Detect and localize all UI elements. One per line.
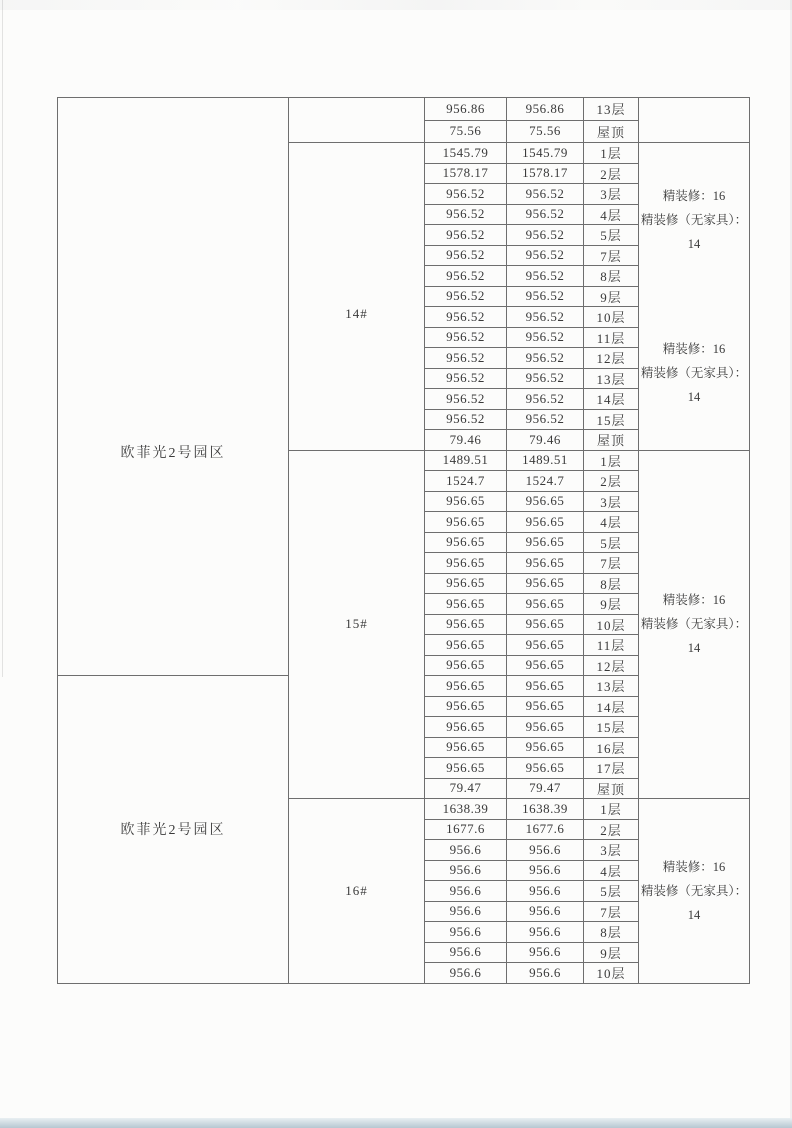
area-value-cell: 956.65 (507, 717, 584, 738)
area-value-cell: 956.6 (507, 840, 584, 861)
area-value-cell: 956.65 (425, 614, 507, 635)
area-value-cell: 956.6 (425, 963, 507, 984)
floor-label-cell: 2层 (584, 163, 639, 184)
area-value-cell: 956.65 (425, 737, 507, 758)
floor-label-cell: 8层 (584, 266, 639, 287)
area-value-cell: 956.52 (425, 409, 507, 430)
area-value-cell: 956.52 (425, 389, 507, 410)
building-number-label: 16# (345, 882, 368, 898)
remark-content (639, 98, 749, 142)
area-value-cell: 956.52 (425, 368, 507, 389)
floor-label-cell: 8层 (584, 573, 639, 594)
area-value-cell: 956.52 (425, 327, 507, 348)
building-number-cell (289, 450, 425, 799)
area-value-cell: 79.47 (507, 778, 584, 799)
area-value-cell: 956.52 (507, 225, 584, 246)
floor-label-cell: 7层 (584, 901, 639, 922)
floor-label-cell: 5层 (584, 881, 639, 902)
floor-label-cell: 1层 (584, 799, 639, 820)
area-value-cell: 956.52 (507, 307, 584, 328)
area-value-cell: 956.65 (507, 635, 584, 656)
area-value-cell: 956.6 (425, 840, 507, 861)
area-value-cell: 956.65 (507, 573, 584, 594)
remark-line: 精装修（无家具）： (640, 883, 748, 898)
area-value-cell: 956.65 (507, 553, 584, 574)
floor-label-cell: 11层 (584, 327, 639, 348)
area-value-cell: 956.52 (507, 368, 584, 389)
area-value-cell: 1489.51 (507, 450, 584, 471)
floor-label-cell: 17层 (584, 758, 639, 779)
building-area-table-body (58, 98, 750, 984)
area-value-cell: 956.52 (425, 286, 507, 307)
remark-line: 精装修（无家具）： (640, 365, 748, 380)
area-value-cell: 956.65 (425, 758, 507, 779)
scan-top-noise (0, 0, 792, 10)
floor-label-cell: 12层 (584, 655, 639, 676)
floor-label-cell: 15层 (584, 409, 639, 430)
area-value-cell: 956.86 (507, 98, 584, 121)
area-value-cell: 79.47 (425, 778, 507, 799)
area-value-cell: 956.6 (507, 901, 584, 922)
area-value-cell: 956.52 (507, 409, 584, 430)
area-value-cell: 956.65 (425, 655, 507, 676)
floor-label-cell: 9层 (584, 942, 639, 963)
area-value-cell: 956.52 (507, 266, 584, 287)
floor-label-cell: 5层 (584, 225, 639, 246)
remark-cell (639, 143, 750, 451)
building-number-cell (289, 799, 425, 984)
area-value-cell: 956.6 (507, 963, 584, 984)
area-value-cell: 956.65 (507, 737, 584, 758)
floor-label-cell: 7层 (584, 553, 639, 574)
area-value-cell: 956.52 (507, 204, 584, 225)
floor-label-cell: 8层 (584, 922, 639, 943)
floor-label-cell: 3层 (584, 491, 639, 512)
area-value-cell: 956.52 (507, 184, 584, 205)
area-value-cell: 1638.39 (507, 799, 584, 820)
area-value-cell: 956.52 (507, 245, 584, 266)
remark-block (641, 337, 747, 409)
area-value-cell: 956.65 (507, 676, 584, 697)
park-name-label: 欧菲光2号园区 (120, 445, 226, 461)
area-value-cell: 956.65 (507, 655, 584, 676)
floor-label-cell: 9层 (584, 594, 639, 615)
area-value-cell: 956.6 (425, 881, 507, 902)
area-value-cell: 956.86 (425, 98, 507, 121)
floor-label-cell: 5层 (584, 532, 639, 553)
area-value-cell: 956.6 (507, 881, 584, 902)
area-value-cell: 956.65 (425, 676, 507, 697)
area-value-cell: 956.52 (425, 204, 507, 225)
floor-label-cell: 4层 (584, 204, 639, 225)
area-value-cell: 956.6 (507, 922, 584, 943)
area-value-cell: 956.65 (425, 573, 507, 594)
area-value-cell: 956.6 (507, 942, 584, 963)
floor-label-cell: 13层 (584, 98, 639, 121)
floor-label-cell: 13层 (584, 676, 639, 697)
floor-label-cell: 1层 (584, 143, 639, 164)
building-number-label (289, 98, 424, 142)
remark-block (641, 855, 747, 927)
floor-label-cell: 3层 (584, 840, 639, 861)
area-value-cell: 1638.39 (425, 799, 507, 820)
area-value-cell: 956.65 (425, 696, 507, 717)
area-value-cell: 956.65 (425, 532, 507, 553)
area-value-cell: 956.65 (425, 491, 507, 512)
area-value-cell: 75.56 (507, 120, 584, 143)
area-value-cell: 1545.79 (425, 143, 507, 164)
area-value-cell: 956.6 (425, 901, 507, 922)
area-value-cell: 1578.17 (507, 163, 584, 184)
area-value-cell: 956.65 (425, 553, 507, 574)
table-row (58, 98, 750, 121)
floor-label-cell: 10层 (584, 614, 639, 635)
area-value-cell: 956.65 (425, 717, 507, 738)
remark-content (639, 799, 749, 983)
remark-line: 精装修（无家具）： (640, 212, 748, 227)
building-number-label: 15# (345, 616, 368, 632)
floor-label-cell: 1层 (584, 450, 639, 471)
floor-label-cell: 14层 (584, 696, 639, 717)
area-value-cell: 1489.51 (425, 450, 507, 471)
scan-bottom-edge (0, 1118, 792, 1128)
area-value-cell: 956.52 (425, 307, 507, 328)
remark-line: 14 (687, 641, 701, 656)
area-value-cell: 956.65 (425, 512, 507, 533)
remark-content (639, 143, 749, 450)
remark-line: 14 (687, 389, 701, 404)
floor-label-cell: 13层 (584, 368, 639, 389)
area-value-cell: 956.52 (425, 348, 507, 369)
building-number-cell (289, 143, 425, 451)
area-value-cell: 956.65 (425, 594, 507, 615)
remark-line: 14 (687, 907, 701, 922)
park-name-cell (58, 98, 289, 676)
floor-label-cell: 2层 (584, 471, 639, 492)
floor-label-cell: 15层 (584, 717, 639, 738)
area-value-cell: 956.52 (425, 266, 507, 287)
park-name-label: 欧菲光2号园区 (120, 823, 226, 839)
remark-line: 精装修：16 (662, 341, 726, 356)
remark-line: 14 (687, 236, 701, 251)
floor-label-cell: 9层 (584, 286, 639, 307)
floor-label-cell: 3层 (584, 184, 639, 205)
floor-label-cell: 12层 (584, 348, 639, 369)
floor-label-cell: 16层 (584, 737, 639, 758)
area-value-cell: 956.6 (425, 942, 507, 963)
area-value-cell: 956.52 (507, 286, 584, 307)
area-value-cell: 956.6 (425, 922, 507, 943)
floor-label-cell: 4层 (584, 860, 639, 881)
building-number-label: 14# (345, 306, 368, 322)
area-value-cell: 1677.6 (507, 819, 584, 840)
area-value-cell: 956.6 (425, 860, 507, 881)
floor-label-cell: 10层 (584, 963, 639, 984)
building-number-cell (289, 98, 425, 143)
area-value-cell: 956.65 (507, 614, 584, 635)
scan-left-edge (2, 0, 3, 677)
area-value-cell: 956.52 (507, 389, 584, 410)
area-value-cell: 1524.7 (507, 471, 584, 492)
area-value-cell: 1578.17 (425, 163, 507, 184)
area-value-cell: 956.52 (425, 225, 507, 246)
floor-label-cell: 14层 (584, 389, 639, 410)
area-value-cell: 75.56 (425, 120, 507, 143)
remark-cell (639, 450, 750, 799)
remark-cell (639, 799, 750, 984)
area-value-cell: 956.65 (425, 635, 507, 656)
remark-line: 精装修（无家具）： (640, 617, 748, 632)
floor-label-cell: 屋顶 (584, 120, 639, 143)
area-value-cell: 956.65 (507, 532, 584, 553)
floor-label-cell: 2层 (584, 819, 639, 840)
area-value-cell: 956.52 (425, 184, 507, 205)
floor-label-cell: 10层 (584, 307, 639, 328)
area-value-cell: 1677.6 (425, 819, 507, 840)
area-value-cell: 79.46 (507, 430, 584, 451)
area-value-cell: 956.52 (507, 327, 584, 348)
remark-line: 精装修：16 (662, 593, 726, 608)
floor-label-cell: 7层 (584, 245, 639, 266)
floor-label-cell: 11层 (584, 635, 639, 656)
park-name-cell (58, 676, 289, 984)
area-value-cell: 956.65 (507, 512, 584, 533)
area-value-cell: 79.46 (425, 430, 507, 451)
floor-label-cell: 屋顶 (584, 778, 639, 799)
area-value-cell: 956.65 (507, 594, 584, 615)
area-value-cell: 1545.79 (507, 143, 584, 164)
remark-block (641, 184, 747, 256)
area-value-cell: 956.65 (507, 491, 584, 512)
area-value-cell: 956.65 (507, 758, 584, 779)
area-value-cell: 956.6 (507, 860, 584, 881)
area-value-cell: 956.65 (507, 696, 584, 717)
building-area-table (57, 97, 750, 984)
remark-block (641, 588, 747, 660)
floor-label-cell: 屋顶 (584, 430, 639, 451)
floor-label-cell: 4层 (584, 512, 639, 533)
remark-line: 精装修：16 (662, 859, 726, 874)
area-value-cell: 956.52 (507, 348, 584, 369)
area-value-cell: 956.52 (425, 245, 507, 266)
remark-content (639, 451, 749, 799)
remark-cell (639, 98, 750, 143)
area-value-cell: 1524.7 (425, 471, 507, 492)
remark-line: 精装修：16 (662, 188, 726, 203)
